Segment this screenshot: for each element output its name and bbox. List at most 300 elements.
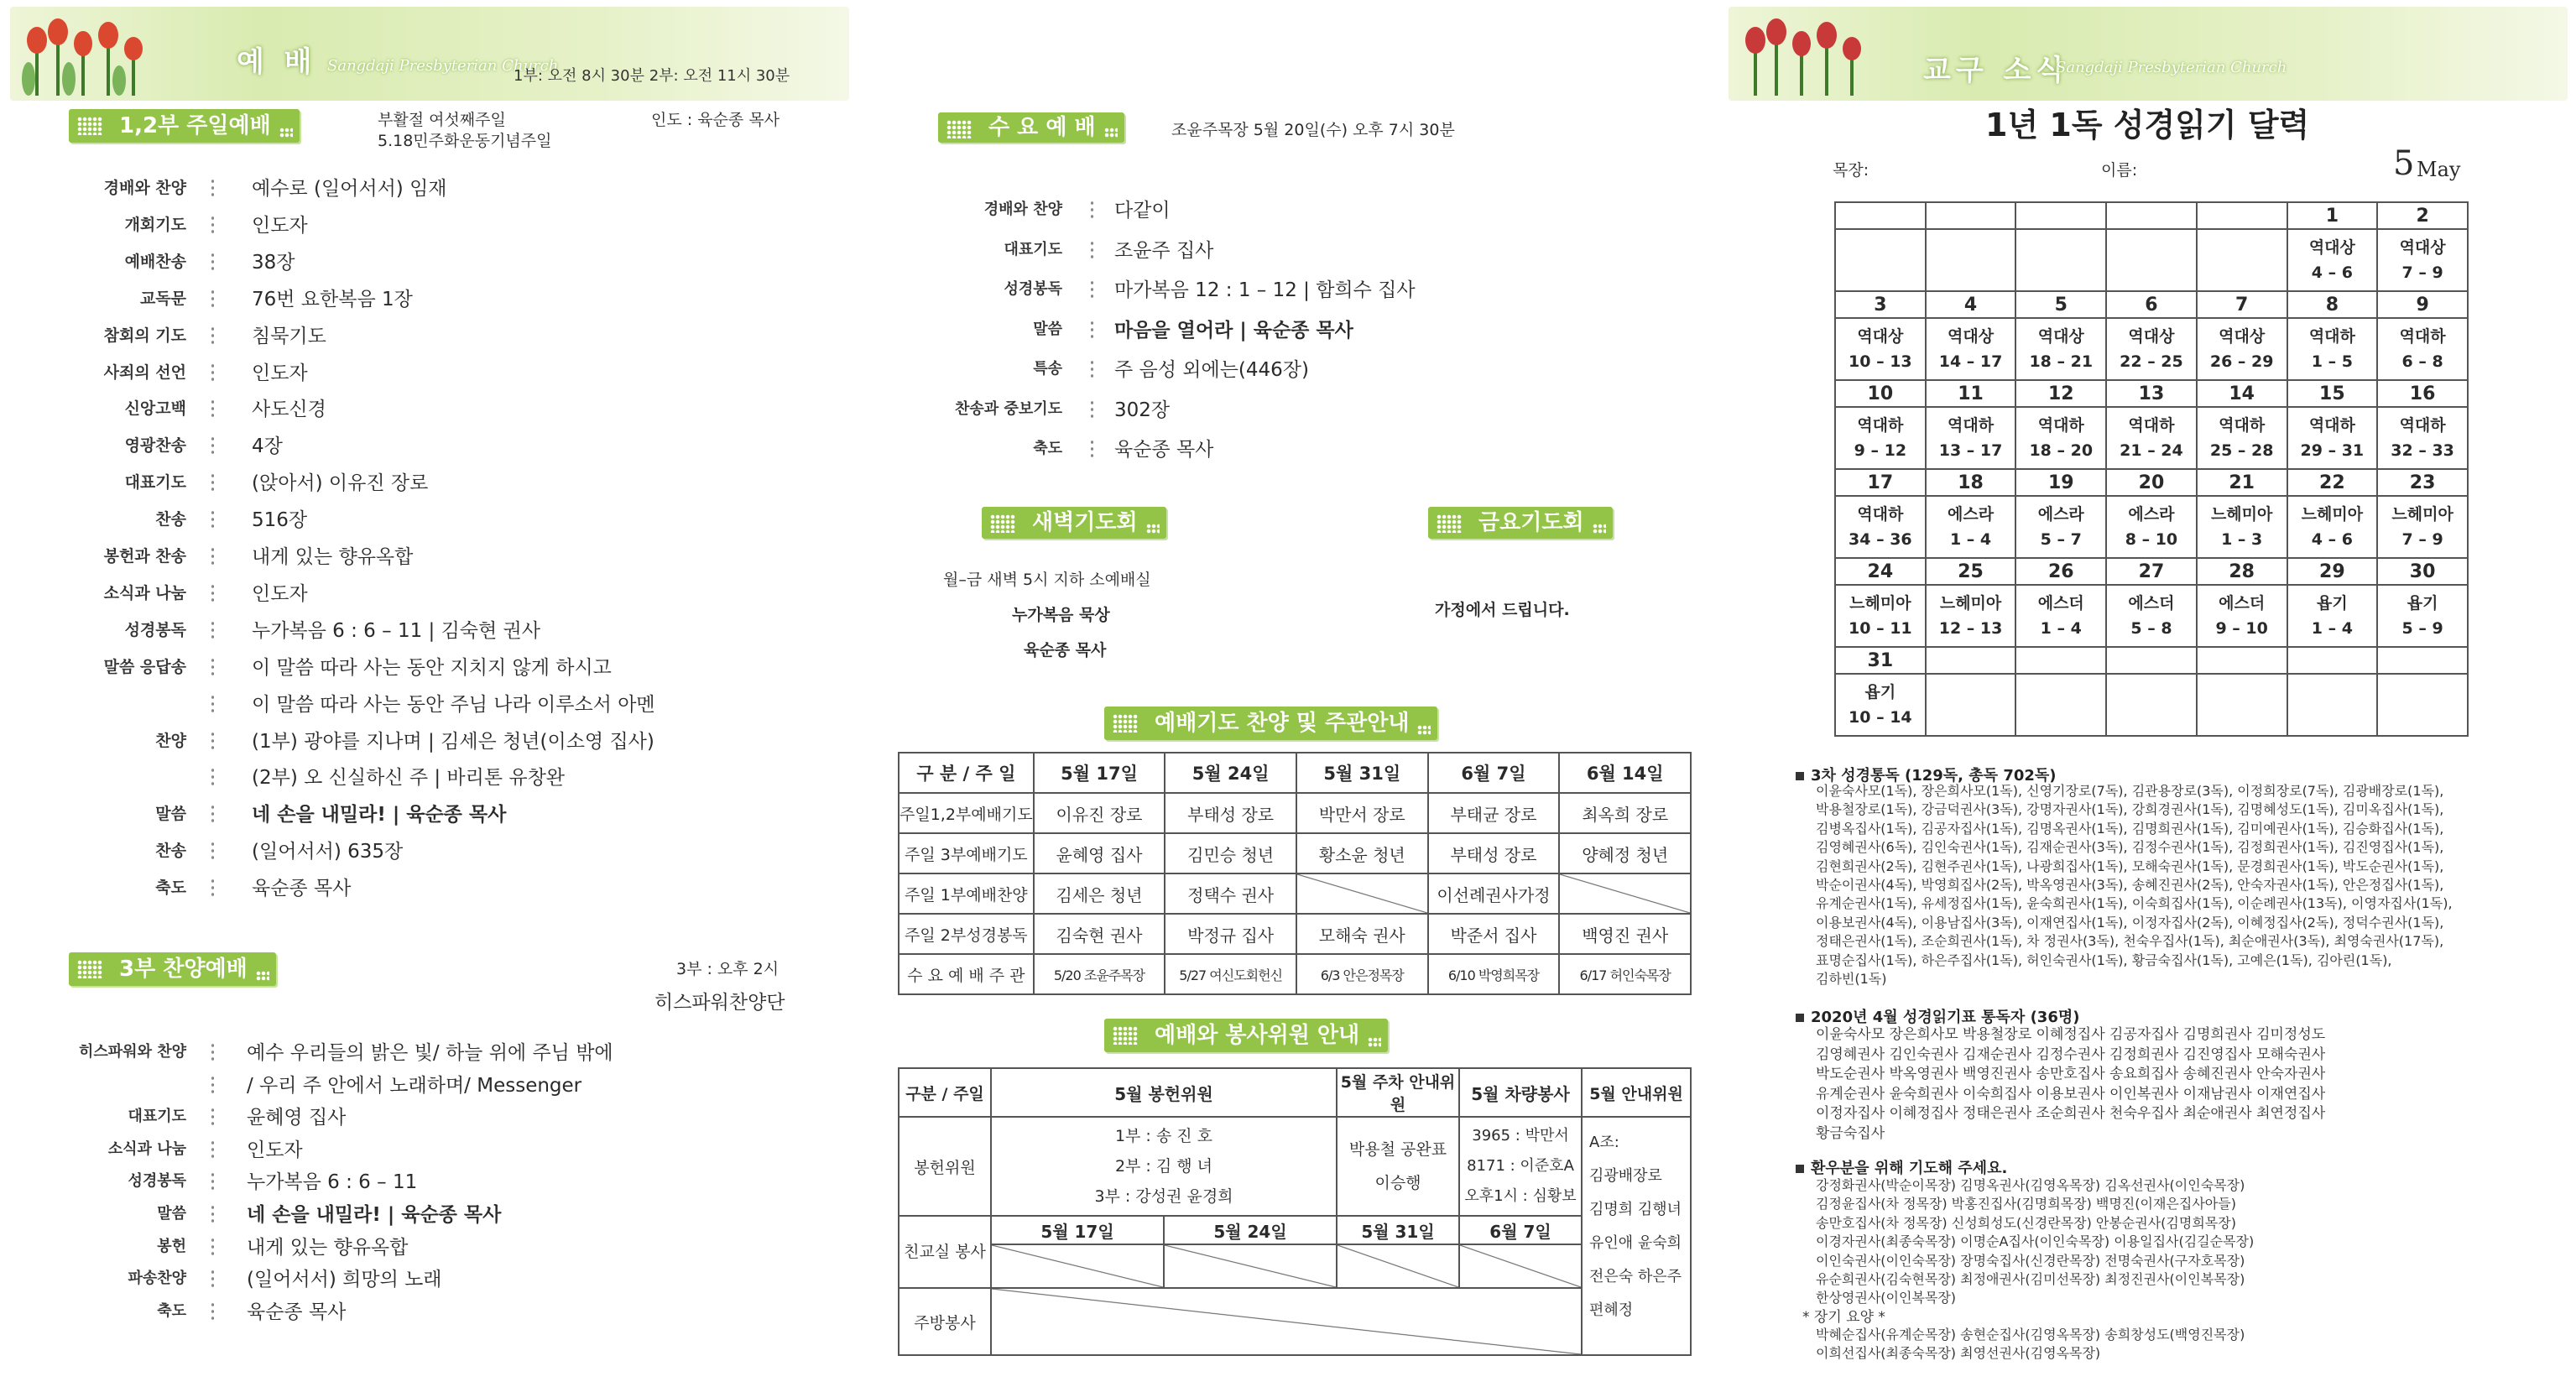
calendar-day: 10 [1835,380,1926,407]
colon-dots [211,583,214,602]
order-label: 봉헌 [157,1237,186,1255]
order-value: 인도자 [252,362,308,384]
banner-script: Sangdaji Presbyterian Church [327,57,559,75]
dots-icon [1113,1026,1138,1045]
calendar-day: 3 [1835,291,1926,318]
reading-line: 느헤미아 [1849,594,1911,613]
parking-member: 박용철 공완표 [1348,1140,1447,1159]
col-parking [1337,1068,1459,1117]
banner-title: 예 배 [237,45,317,79]
roster-line: 김하빈(1독) [1816,971,1887,988]
calendar-day: 12 [2015,380,2106,407]
col-car: 5월 차량봉사 [1459,1068,1582,1117]
order-value: 육순종 목사 [247,1301,347,1323]
reading-line: 역대상 [1948,327,1995,346]
order-value: 예수 우리들의 밝은 빛/ 하늘 위에 주님 밖에 [247,1042,613,1064]
dots-icon [77,960,102,978]
usher-member: 김명희 김행녀 [1589,1201,1682,1218]
calendar-day-row [1835,380,2468,407]
row-label: 주일 3부예배기도 [899,833,1034,873]
read3-list [1816,782,2453,988]
volunteers-table [898,1067,1692,1356]
calendar-reading [2106,229,2197,291]
roster-line: 이희선집사(최종숙목장) 최영선권사(김영옥목장) [1816,1345,2101,1362]
roster-line: 이윤숙사모 장은희사모 박용철장로 이혜정집사 김공자집사 김명희권사 김미정성도 [1816,1026,2326,1043]
order-label: 소식과 나눔 [107,1139,186,1158]
roster-line: 한상영권사(이인복목장) [1816,1290,1957,1306]
reading-line: 역대하 [1948,416,1995,435]
row-label: 수 요 예 배 주 관 [899,954,1034,994]
dots-icon [256,971,269,981]
reading-line: 12 – 13 [1938,619,2003,638]
reading-line: 에스더 [2219,594,2266,613]
reading-line: 1 – 4 [1949,530,1992,549]
banner-title: 교구 소식 [1923,54,2069,87]
order-label: 성경봉독 [128,1172,186,1191]
colon-dots [211,804,214,822]
calendar-day-row [1835,558,2468,585]
reading-line: 역대하 [2219,416,2266,435]
calendar-day: 7 [2197,291,2287,318]
calendar-reading [2377,496,2468,558]
roster-line: 표명순집사(1독), 하은주집사(1독), 허인숙권사(1독), 황금숙집사(1독), 고예은(1독), 김아린(1독), [1816,952,2392,968]
table-cell: 6/17 허인숙목장 [1559,954,1691,994]
calendar-reading [1835,318,1926,380]
reading-line: 10 – 11 [1849,619,1912,638]
dots-icon [1113,714,1138,733]
calendar-day: 29 [2287,558,2378,585]
section-tag-label: 1,2부 주일예배 [119,113,271,138]
offering-label: 봉헌위원 [899,1117,991,1216]
reading-calendar [1834,201,2469,737]
table-row [899,833,1691,873]
reading-line: 역대상 [1857,327,1904,346]
calendar-day: 25 [1926,558,2016,585]
worship-schedule-table [898,752,1692,995]
tulip-illustration [1737,12,1880,96]
colon-dots [211,731,214,749]
calendar-day-row [1835,469,2468,496]
section-tag-schedule [1104,707,1437,740]
reading-line: 5 – 9 [2401,619,2443,638]
calendar-reading [2377,318,2468,380]
offering-members [991,1117,1337,1216]
calendar-day: 2 [2377,202,2468,229]
col-offering: 5월 봉헌위원 [991,1068,1337,1117]
reading-line: 역대상 [2128,327,2175,346]
reading-line: 34 – 36 [1849,530,1912,549]
car-member: 8171 : 이준호A [1467,1157,1574,1175]
month-name: May [2417,158,2461,181]
calendar-reading [2287,318,2378,380]
usher-member: 김광배장로 [1589,1167,1662,1185]
section-tag-label: 금요기도회 [1478,510,1584,535]
order-value: 인도자 [252,214,308,237]
table-row [899,954,1691,994]
colon-dots [211,1107,214,1125]
bullet-icon [1796,1014,1804,1022]
empty-cell [991,1244,1164,1288]
section-tag-label: 새벽기도회 [1032,510,1138,535]
order-label: 말씀 [157,1205,186,1223]
reading-line: 에스라 [1948,505,1995,524]
order-label: 찬송 [155,510,186,529]
calendar-day [2015,202,2106,229]
order-value: 인도자 [252,582,308,605]
table-cell: 모해숙 권사 [1296,914,1428,954]
roster-line: 박순이권사(4독), 박영희집사(2독), 박옥영권사(3독), 송혜진권사(2독), 안숙자권사(1독), 안은정집사(1독), [1816,877,2444,894]
order-value: (일어서서) 635장 [252,841,404,863]
colon-dots [211,657,214,675]
order-label: 축도 [1033,440,1062,457]
reading-line: 18 – 20 [2029,441,2094,460]
table-cell: 5/27 여신도회헌신 [1165,954,1296,994]
calendar-reading-row [1835,229,2468,291]
sunday-subtitle: 부활절 여섯째주일 [378,111,506,129]
order-label: 개회기도 [124,215,186,234]
reading-line: 25 – 28 [2209,441,2274,460]
reading-line: 7 – 9 [2401,263,2443,282]
table-cell: 박정규 집사 [1165,914,1296,954]
table-cell [1559,873,1691,914]
empty-cell [991,1288,1582,1355]
col-header: 5월 17일 [1034,753,1165,793]
calendar-reading [2377,229,2468,291]
calendar-reading [2287,229,2378,291]
longterm-list [1816,1326,2245,1364]
reading-line: 느헤미아 [2210,505,2273,524]
dawn-leader: 육순종 목사 [1024,641,1107,660]
calendar-reading [1835,585,1926,647]
table-cell: 양혜정 청년 [1559,833,1691,873]
calendar-reading [2106,407,2197,469]
calendar-day: 1 [2287,202,2378,229]
calendar-reading [2015,407,2106,469]
usher-member: 편혜정 [1589,1301,1634,1319]
car-member: 3965 : 박만서 [1472,1127,1569,1145]
order-label: 성경봉독 [124,620,186,639]
section-tag-label: 예배기도 찬양 및 주관안내 [1155,711,1410,736]
calendar-day: 19 [2015,469,2106,496]
april-heading [1796,1005,2079,1027]
reading-line: 느헤미아 [1939,594,2002,613]
order-label: 소식과 나눔 [103,583,186,602]
order-label: 신앙고백 [124,399,186,419]
reading-line: 느헤미아 [2391,505,2453,524]
reading-line: 에스라 [2037,505,2084,524]
calendar-reading [2287,585,2378,647]
calendar-day: 28 [2197,558,2287,585]
calendar-day: 30 [2377,558,2468,585]
calendar-day: 11 [1926,380,2016,407]
praise3-team: 히스파워찬양단 [654,992,785,1014]
order-value: 76번 요한복음 1장 [252,288,413,310]
colon-dots [1091,200,1093,218]
calendar-day: 14 [2197,380,2287,407]
order-value: 내게 있는 향유옥합 [252,546,414,568]
colon-dots [211,694,214,712]
dots-icon [1368,1037,1381,1047]
order-value: (2부) 오 신실하신 주 | 바리톤 유창완 [252,767,566,790]
table-cell: 김민승 청년 [1165,833,1296,873]
order-label: 대표기도 [128,1108,186,1126]
calendar-day: 9 [2377,291,2468,318]
calendar-day: 31 [1835,647,1926,674]
reading-line: 에스라 [2128,505,2175,524]
colon-dots [211,1139,214,1158]
order-value: 네 손을 내밀라! | 육순종 목사 [247,1204,502,1226]
order-value: (1부) 광야를 지나며 | 김세은 청년(이소영 집사) [252,730,654,753]
calendar-reading [1926,318,2016,380]
fellowship-label [899,1216,991,1288]
usher-member: 유인애 윤숙희 [1589,1234,1682,1252]
roster-line: 황금숙집사 [1816,1124,1885,1142]
reading-line: 14 – 17 [1938,352,2003,371]
empty-cell [1164,1244,1337,1288]
calendar-day: 6 [2106,291,2197,318]
dots-icon [1437,514,1462,533]
kitchen-label: 주방봉사 [899,1288,991,1355]
calendar-day: 17 [1835,469,1926,496]
order-label: 축도 [155,879,186,898]
colon-dots [211,1301,214,1320]
calendar-day: 21 [2197,469,2287,496]
calendar-reading-row [1835,585,2468,647]
table-cell: 김세은 청년 [1034,873,1165,914]
order-value: 사도신경 [252,399,326,421]
roster-line: 김정윤집사(차 정목장) 박홍진집사(김명희목장) 백명진(이재은집사아들) [1816,1196,2236,1212]
calendar-day [2106,202,2197,229]
section-tag-volunteers [1104,1019,1388,1052]
calendar-day: 26 [2015,558,2106,585]
reading-line: 역대하 [2308,416,2355,435]
reading-line: 역대상 [2308,238,2355,257]
table-cell: 윤혜영 집사 [1034,833,1165,873]
table-row [899,873,1691,914]
order-label: 봉헌과 찬송 [103,547,186,566]
reading-line: 욥기 [2317,594,2348,613]
calendar-day [1926,647,2016,674]
calendar-day: 16 [2377,380,2468,407]
reading-line: 29 – 31 [2300,441,2365,460]
row-label: 주일1,2부예배기도 [899,793,1034,833]
calendar-reading [1926,585,2016,647]
col-header: 6월 7일 [1428,753,1560,793]
calendar-day: 20 [2106,469,2197,496]
reading-line: 역대상 [2219,327,2266,346]
month-number: 5 [2393,144,2415,183]
fellow-date: 5월 17일 [991,1216,1164,1244]
calendar-day [2197,202,2287,229]
reading-line: 역대하 [2308,327,2355,346]
table-row [899,793,1691,833]
order-label: 교독문 [139,289,186,308]
calendar-reading [2106,318,2197,380]
calendar-reading [1926,496,2016,558]
colon-dots [211,620,214,639]
order-value: 마가복음 12 : 1 – 12 | 함희수 집사 [1114,279,1416,301]
reading-line: 5 – 8 [2130,619,2172,638]
calendar-reading [2197,496,2287,558]
colon-dots [211,1204,214,1223]
order-label: 찬송 [155,842,186,861]
order-label: 경배와 찬양 [103,179,186,197]
sunday-subtitle-2: 5.18민주화운동기념주일 [378,132,552,150]
colon-dots [1091,399,1093,418]
colon-dots [211,767,214,785]
col-category: 구분 / 주일 [899,1068,991,1117]
calendar-day: 18 [1926,469,2016,496]
reading-line: 21 – 24 [2120,441,2183,460]
calendar-reading-row [1835,674,2468,736]
order-label: 영광찬송 [124,436,186,456]
reading-line: 10 – 13 [1849,352,1912,371]
roster-line: 김영혜권사 김인숙권사 김재순권사 김정수권사 김정희권사 김진영집사 모해숙권사 [1816,1045,2326,1063]
order-value: 육순종 목사 [252,878,352,900]
calendar-day: 22 [2287,469,2378,496]
order-value: (일어서서) 희망의 노래 [247,1269,442,1291]
roster-line: 이용보권사(4독), 이용남집사(3독), 이재연집사(1독), 이정자집사(2독), 이혜정집사(2독), 정덕수권사(1독), [1816,914,2444,931]
reading-line: 32 – 33 [2391,441,2454,460]
roster-line: 이윤숙사모(1독), 장은희사모(1독), 신영기장로(7독), 김관용장로(3독), 이정희장로(7독), 김광배장로(1독), [1816,783,2444,799]
calendar-reading [2377,407,2468,469]
section-tag-praise3 [69,952,276,986]
roster-line: 김영혜권사(6독), 김인숙권사(1독), 김재순권사(3독), 김정수권사(1독), 김정희권사(1독), 김진영집사(1독), [1816,839,2444,856]
roster-line: 박도순권사 박옥영권사 백영진권사 송만호집사 송요희집사 송혜진권사 안숙자권사 [1816,1066,2326,1082]
fellow-date: 6월 7일 [1459,1216,1582,1244]
fellow-date: 5월 24일 [1164,1216,1337,1244]
wednesday-info: 조윤주목장 5월 20일(수) 오후 7시 30분 [1171,121,1455,139]
calendar-reading [1926,407,2016,469]
reading-line: 9 – 10 [2215,619,2268,638]
calendar-day [2377,647,2468,674]
order-value: 침묵기도 [252,325,326,347]
order-label: 경배와 찬양 [983,201,1062,218]
bullet-icon [1796,1165,1804,1173]
table-cell: 부태성 장로 [1165,793,1296,833]
calendar-day [2106,647,2197,674]
calendar-reading [2106,496,2197,558]
roster-line: 이경자권사(최종숙목장) 이명순A집사(이인숙목장) 이용일집사(김길순목장) [1816,1233,2255,1250]
april-list [1816,1025,2325,1144]
section-tag-label: 예배와 봉사위원 안내 [1155,1023,1360,1048]
dots-icon [279,128,293,138]
section-tag-sunday [69,109,300,143]
table-cell: 6/3 안은정목장 [1296,954,1428,994]
table-row [899,914,1691,954]
praise3-time: 3부 : 오후 2시 [676,960,780,978]
order-label: 참회의 기도 [103,326,186,345]
order-value: 예수로 (일어서서) 임재 [252,178,447,200]
calendar-reading [2377,674,2468,736]
reading-line: 느헤미아 [2301,505,2364,524]
table-cell: 백영진 권사 [1559,914,1691,954]
reading-line: 에스더 [2128,594,2175,613]
colon-dots [1091,240,1093,258]
order-value: 마음을 열어라 | 육순종 목사 [1114,319,1353,342]
reading-line: 10 – 14 [1849,708,1912,727]
order-value: 윤혜영 집사 [247,1107,347,1129]
order-value: 4장 [252,435,283,458]
reading-line: 욥기 [1864,683,1896,701]
reading-line: 역대상 [2037,327,2084,346]
reading-line: 1 – 3 [2221,530,2263,549]
patients-heading [1796,1156,2007,1178]
usher-members [1582,1117,1691,1355]
row-label: 주일 1부예배찬양 [899,873,1034,914]
calendar-reading-row [1835,318,2468,380]
order-value: 네 손을 내밀라! | 육순종 목사 [252,804,507,826]
calendar-day [2015,647,2106,674]
reading-line: 18 – 21 [2029,352,2094,371]
col-header: 5월 31일 [1296,753,1428,793]
order-label: 말씀 [155,805,186,824]
calendar-reading [2287,407,2378,469]
offering-member: 1부 : 송 진 호 [1114,1127,1213,1145]
roster-line: 박용철장로(1독), 강금덕권사(3독), 강명자권사(1독), 강희경권사(1독), 김명혜성도(1독), 김미옥집사(1독), [1816,801,2444,818]
calendar-day [1835,202,1926,229]
reading-line: 에스더 [2037,594,2084,613]
tulip-illustration [18,12,161,96]
longterm-heading: * 장기 요양 * [1802,1309,1885,1326]
reading-line: 5 – 7 [2040,530,2082,549]
patients-list [1816,1176,2254,1308]
order-value: 이 말씀 따라 사는 동안 주님 나라 이루소서 아멘 [252,693,655,716]
order-value: 누가복음 6 : 6 – 11 [247,1171,418,1194]
calendar-reading [2197,407,2287,469]
roster-line: 이정자집사 이혜정집사 정태은권사 조순희권사 천숙우집사 최순애권사 최연정집사 [1816,1105,2326,1122]
colon-dots [211,1042,214,1061]
calendar-day: 24 [1835,558,1926,585]
reading-line: 13 – 17 [1938,441,2003,460]
section-tag-wednesday [938,112,1124,143]
dots-icon [990,514,1015,533]
dots-icon [77,117,102,135]
order-label: 축도 [157,1301,186,1320]
calendar-reading [1835,496,1926,558]
col-header: 구 분 / 주 일 [899,753,1034,793]
colon-dots [1091,279,1093,298]
table-cell: 정택수 권사 [1165,873,1296,914]
table-cell: 이선례권사가정 [1428,873,1560,914]
right-banner [1729,7,2568,101]
usher-member: 전은숙 하은주 [1589,1268,1682,1285]
sunday-leader: 인도 : 육순종 목사 [651,111,780,129]
banner-script: Sangdaji Presbyterian Church [2056,59,2287,76]
reading-line: 1 – 4 [2040,619,2082,638]
colon-dots [211,362,214,381]
usher-member: A조: [1589,1134,1619,1151]
colon-dots [211,1171,214,1190]
car-members [1459,1117,1582,1216]
calendar-day: 23 [2377,469,2468,496]
colon-dots [1091,439,1093,457]
calendar-reading [2287,674,2378,736]
table-cell: 김숙현 권사 [1034,914,1165,954]
col-header: 6월 14일 [1559,753,1691,793]
colon-dots [211,435,214,454]
calendar-reading [2015,585,2106,647]
calendar-reading [2377,585,2468,647]
reading-line: 역대하 [2399,327,2446,346]
order-label: 대표기도 [1004,240,1062,258]
reading-line: 4 – 6 [2311,263,2353,282]
reading-line: 역대하 [1857,416,1904,435]
colon-dots [211,472,214,491]
april-title: 2020년 4월 성경읽기표 통독자 (36명) [1811,1009,2080,1026]
colon-dots [211,1075,214,1093]
roster-line: 이인숙권사(이인숙목장) 장명숙집사(신경란목장) 전명숙권사(구자호목장) [1816,1252,2245,1269]
